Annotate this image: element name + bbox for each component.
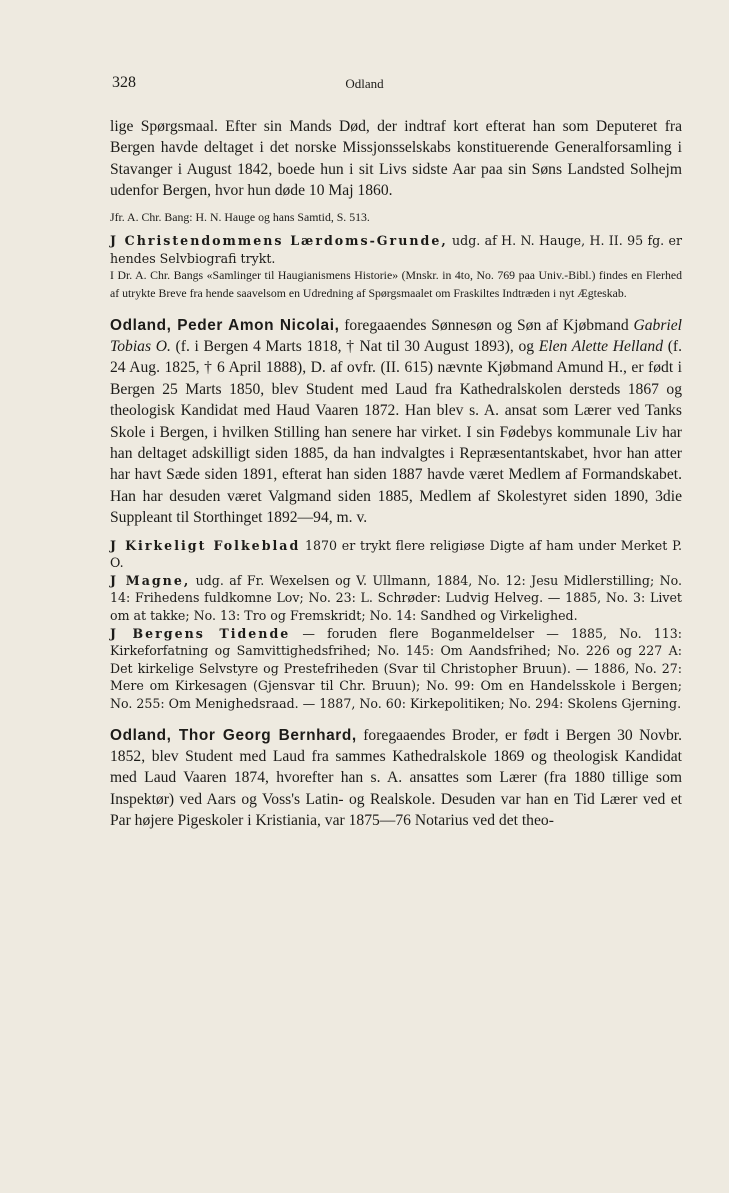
page-body — [110, 116, 682, 832]
source-title: J Christendommens Lærdoms-Grunde, — [110, 233, 448, 249]
entry-heading: Odland, Thor Georg Bernhard, — [110, 726, 357, 744]
source-note — [110, 232, 682, 267]
reference-note: Jfr. A. Chr. Bang: H. N. Hauge og hans Samtid, S. 513. — [110, 209, 370, 224]
continuation-paragraph: lige Spørgsmaal. Efter sin Mands Død, der indtraf kort efterat han som Deputeret fra Bergen havde deltaget i det norske Missjonsselskabs konstituerende Generalforsamling i Stavanger i August 1842, boede hun i sit Livs sidste Aar paa sin Søns Landsted Solhejm udenfor Bergen, hvor hun døde 10 Maj 1860. — [110, 118, 682, 200]
works-item: J Bergens Tidende — foruden flere Boganmeldelser — 1885, No. 113: Kirkeforfatning og Samvittighedsfrihed; No. 145: Om Aandsfrihed; No. 226 og 227 A: Det kirkelige Selvstyre og Prestefriheden (Svar til Christopher Bruun). — 1886, No. 27: Mere om Kirkesagen (Gjensvar til Chr. Bruun); No. 99: Om en Handelsskole i Bergen; No. 255: Om Menighedsraad. — 1887, No. 60: Kirkepolitiken; No. 294: Skolens Gjerning. — [110, 625, 682, 711]
entry-thor-odland: Odland, Thor Georg Bernhard, foregaaendes Broder, er født i Bergen 30 Novbr. 1852, blev Student med Laud fra sammes Kathedralskole 1869 og theologisk Kandidat med Laud Vaaren 1874, hvorefter han s. A. ansattes som Lærer (fra 1880 tillige som Inspektør) ved Aars og Voss's Latin- og Realskole. Desuden var han en Tid Lærer ved et Par højere Pigeskoler i Kristiania, var 1875—76 Notarius ved det theo- — [110, 726, 682, 830]
works-item: J Magne, udg. af Fr. Wexelsen og V. Ullmann, 1884, No. 12: Jesu Midlerstilling; No. 14: Frihedens fuldkomne Lov; No. 23: L. Schrøder: Ludvig Helveg. — 1885, No. 3: Livet om at takke; No. 13: Tro og Fremskridt; No. 14: Sandhed og Virkelighed. — [110, 572, 682, 624]
running-title: Odland — [345, 76, 384, 91]
page-number: 328 — [112, 74, 136, 91]
manuscript-note: I Dr. A. Chr. Bangs «Samlinger til Haugianismens Historie» (Mnskr. in 4to, No. 769 paa Univ.-Bibl.) findes en Flerhed af utrykte Breve fra hende saavelsom en Udredning af Spørgsmaalet om Fraskiltes Indtræden i nyt Ægteskab. — [110, 268, 682, 300]
mother-name: Elen Alette Helland — [538, 338, 664, 355]
entry-peder-odland: Odland, Peder Amon Nicolai, foregaaendes Sønnesøn og Søn af Kjøbmand Gabriel Tobias O. (f. i Bergen 4 Marts 1818, † Nat til 30 August 1893), og Elen Alette Helland (f. 24 Aug. 1825, † 6 April 1888), D. af ovfr. (II. 615) nævnte Kjøbmand Amund H., er født i Bergen 25 Marts 1850, blev Student med Laud fra Kathedralskolen dersteds 1867 og theologisk Kandidat med Haud Vaaren 1872. Han blev s. A. ansat som Lærer ved Tanks Skole i Bergen, i hvilken Stilling han senere har virket. I sin Fødebys kommunale Liv har han deltaget adskilligt siden 1885, da han indvalgtes i Repræsentantskabet, hvor han atter har havt Sæde siden 1891, efterat han siden 1887 havde været Medlem af Formandskabet. Han har desuden været Valgmand siden 1885, Medlem af Skolestyret siden 1890, 3die Suppleant til Storthinget 1892—94, m. v. — [110, 316, 682, 527]
source-detail: udg. af H. N. Hauge, H. II. 95 fg. er hendes Selvbiografi trykt. — [110, 233, 682, 266]
works-item: J Kirkeligt Folkeblad 1870 er trykt flere religiøse Digte af ham under Merket P. O. — [110, 537, 682, 571]
entry-heading: Odland, Peder Amon Nicolai, — [110, 316, 340, 334]
father-name: Gabriel Tobias O. — [110, 316, 682, 355]
